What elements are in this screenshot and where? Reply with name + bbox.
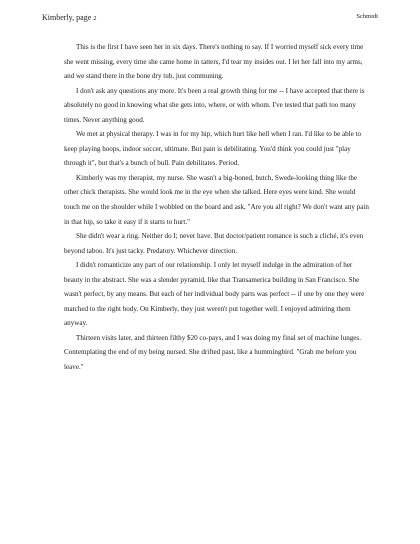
paragraph: Thirteen visits later, and thirteen filthy $20 co-pays, and I was doing my final set of machine lunges. Contemplating the end of my being nursed. She drifted past, like a hummingbird. "Grab me before you leave." xyxy=(64,333,361,372)
paragraph: This is the first I have seen her in six days. There's nothing to say. If I worried myself sick every time she went missing, every time she came home in tatters, I'd tear my insides out. I let her fall into my arms, and we stand there in the bone dry tub, just communing. xyxy=(64,43,364,81)
paragraph: Kimberly was my therapist, my nurse. She wasn't a big-boned, butch, Swede-looking thing like the other chick therapists. She would look me in the eye when she talked. Here eyes were kind. She would touch me on the shoulder while I wobbled on the board and ask, "Are you all right? We don't want any pain in that hip, so take it easy if it starts to hurt." xyxy=(64,173,369,226)
document-body xyxy=(64,40,370,375)
paragraph: We met at physical therapy. I was in for my hip, which hurt like hell when I ran. I'd like to be able to keep playing hoops, indoor soccer, ultimate. But pain is debilitating. You'd think you could just "play through it", but that's a bunch of bull. Pain debilitates. Period. xyxy=(64,130,362,168)
header-title xyxy=(42,13,97,22)
header-author: Schmidt xyxy=(356,13,378,20)
page-header xyxy=(42,13,378,25)
paragraph: She didn't wear a ring. Neither do I; never have. But doctor/patient romance is such a cliché, it's even beyond taboo. It's just tacky. Predatory. Whichever direction. xyxy=(64,232,364,255)
header-name: Kimberly, page xyxy=(42,13,92,22)
paragraph: I don't ask any questions any more. It's been a real growth thing for me -- I have accepted that there is absolutely no good in knowing what she gets into, where, or with whom. I've tested that path too many times. Never anything good. xyxy=(64,86,365,124)
paragraph: I didn't romanticize any part of our relationship. I only let myself indulge in the admiration of her beauty in the abstract. She was a slender pyramid, like that Transamerica building in San Francisco. She wasn't perfect, by any means. But each of her individual body parts was perfect -- if one by one they were matched to the right body. On Kimberly, they just weren't put together well. I enjoyed admiring them anyway. xyxy=(64,261,365,328)
page-number: 2 xyxy=(93,15,97,22)
